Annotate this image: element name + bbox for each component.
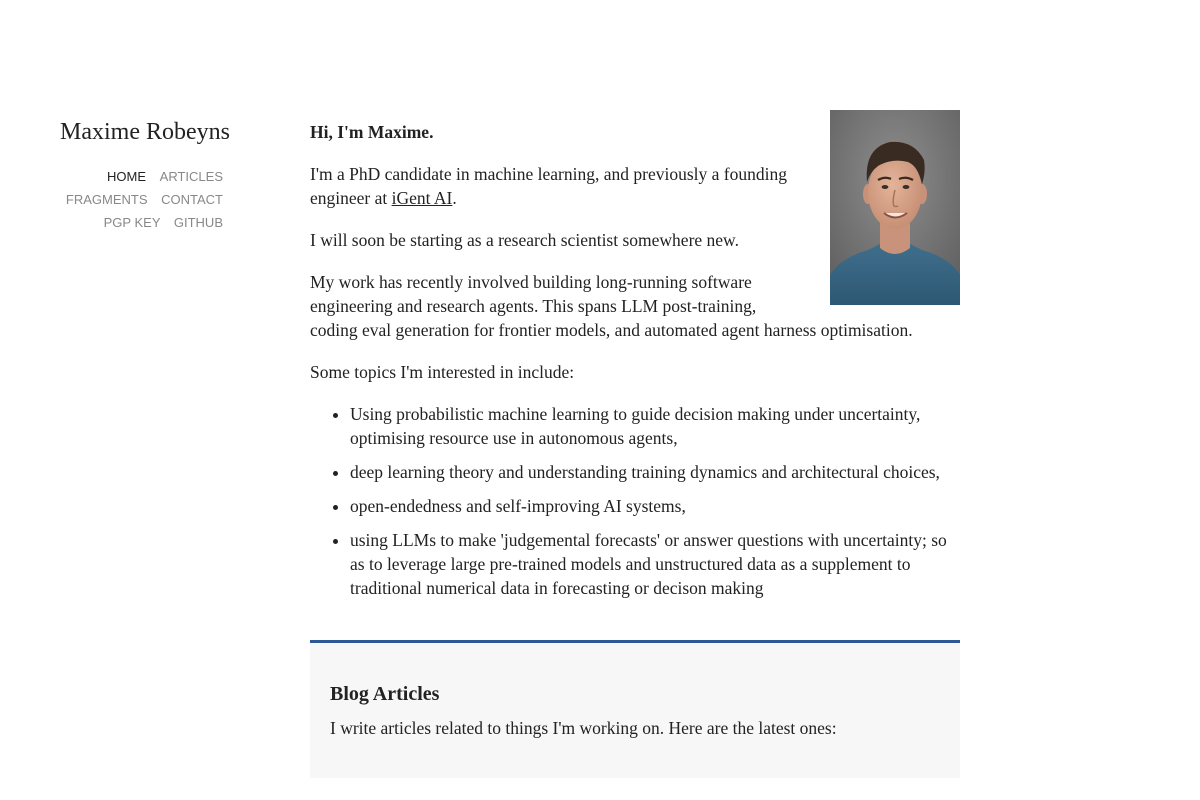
nav-github-link[interactable]: GITHUB [173,215,223,230]
topic-item: • open-endedness and self-improving AI systems, [350,494,960,518]
main-content [310,110,960,778]
nav-row [0,211,223,234]
topics-intro: Some topics I'm interested in include: [310,362,575,382]
main-nav [0,165,230,234]
nav-articles-link[interactable]: ARTICLES [159,169,223,184]
topic-item: • deep learning theory and understanding training dynamics and architectural choices, [350,460,960,484]
topics-list [310,402,960,600]
nav-fragments-link[interactable]: FRAGMENTS [65,192,148,207]
nav-row [0,165,223,188]
blog-articles-section [310,640,960,778]
topic-item: • Using probabilistic machine learning to guide decision making under uncertainty, optimising resource use in autonomous agents, [350,402,960,450]
site-title[interactable]: Maxime Robeyns [60,119,230,145]
blog-articles-intro: I write articles related to things I'm working on. Here are the latest ones: [330,718,837,738]
nav-row [0,188,223,211]
profile-photo [830,110,960,305]
intro-suffix: . [452,188,457,208]
nav-contact-link[interactable]: CONTACT [161,192,223,207]
igent-ai-link[interactable]: iGent AI [391,188,453,208]
greeting-heading: Hi, I'm Maxime. [310,122,434,142]
work-paragraph: My work has recently involved building long-running software engineering and research agents. This spans LLM post-training, coding eval generation for frontier models, and automated agent harness optimisation. [310,272,913,340]
new-role-paragraph: I will soon be starting as a research scientist somewhere new. [310,230,739,250]
nav-pgp-key-link[interactable]: PGP KEY [103,215,161,230]
nav-home-link[interactable]: HOME [107,169,147,184]
blog-articles-heading: Blog Articles [330,683,440,705]
intro-text: I'm a PhD candidate in machine learning, and previously a founding engineer at [310,164,787,208]
sidebar [0,117,230,234]
topic-item: • using LLMs to make 'judgemental forecasts' or answer questions with uncertainty; so as to leverage large pre-trained models and unstructured data as a supplement to traditional numerical data in forecasting or decison making [350,528,960,600]
